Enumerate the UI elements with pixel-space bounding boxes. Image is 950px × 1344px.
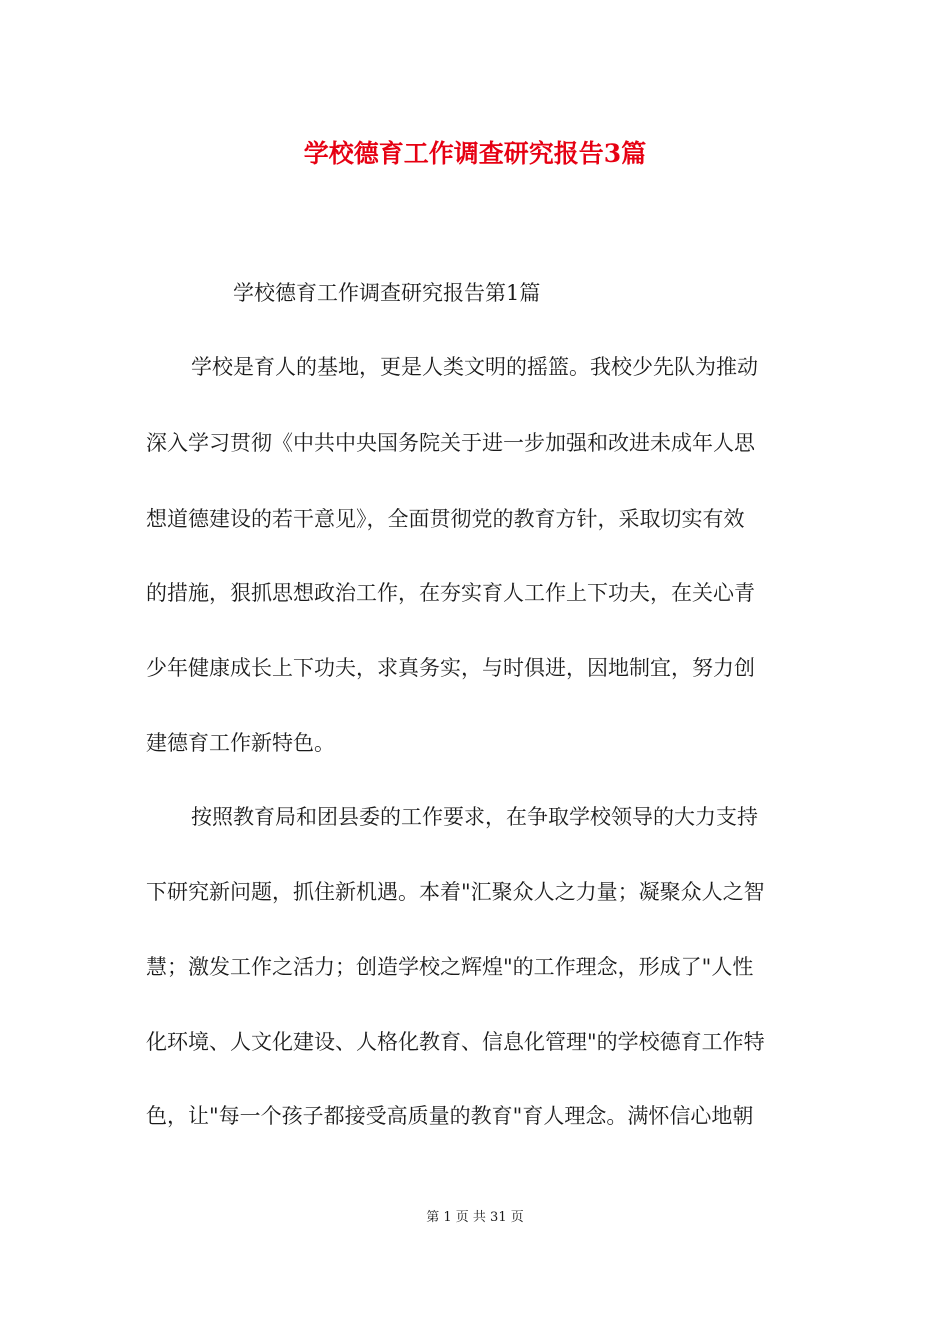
section-heading: 学校德育工作调查研究报告第1篇: [233, 281, 541, 305]
paragraph-line: 按照教育局和团县委的工作要求，在争取学校领导的大力支持: [191, 805, 758, 829]
paragraph-line: 建德育工作新特色。: [146, 731, 335, 755]
paragraph-line: 慧；激发工作之活力；创造学校之辉煌"的工作理念，形成了"人性: [146, 955, 754, 979]
paragraph-line: 想道德建设的若干意见》，全面贯彻党的教育方针，采取切实有效: [146, 507, 745, 531]
paragraph-line: 下研究新问题，抓住新机遇。本着"汇聚众人之力量；凝聚众人之智: [146, 880, 765, 904]
document-title: 学校德育工作调查研究报告3篇: [303, 139, 647, 168]
paragraph-line: 少年健康成长上下功夫，求真务实，与时俱进，因地制宜，努力创: [146, 656, 755, 680]
paragraph-line: 学校是育人的基地，更是人类文明的摇篮。我校少先队为推动: [191, 355, 758, 379]
paragraph-line: 的措施，狠抓思想政治工作，在夯实育人工作上下功夫，在关心青: [146, 581, 755, 605]
paragraph-line: 化环境、人文化建设、人格化教育、信息化管理"的学校德育工作特: [146, 1030, 765, 1054]
paragraph-line: 色，让"每一个孩子都接受高质量的教育"育人理念。满怀信心地朝: [146, 1104, 754, 1128]
paragraph-line: 深入学习贯彻《中共中央国务院关于进一步加强和改进未成年人思: [146, 431, 755, 455]
page-number-footer: 第 1 页 共 31 页: [426, 1210, 524, 1225]
